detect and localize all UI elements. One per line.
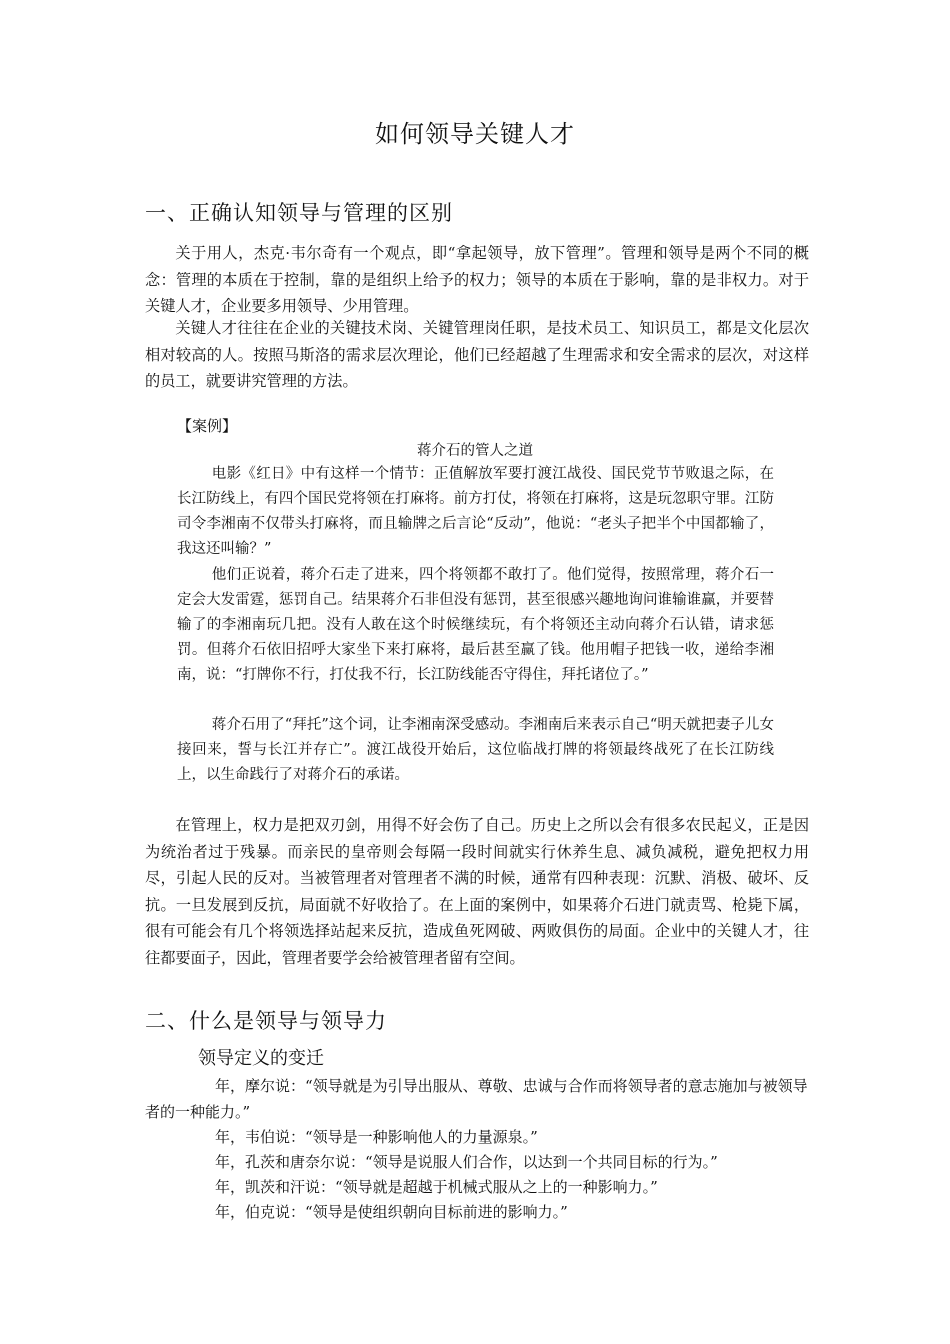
section-1-paragraph: 关键人才往往在企业的关键技术岗、关键管理岗任职，是技术员工、知识员工，都是文化层次相对较高的人。按照马斯洛的需求层次理论，他们已经超越了生理需求和安全需求的层次，对这样的员工，就要讲究管理的方法。: [145, 319, 809, 390]
definition-item: 年，孔茨和唐奈尔说：“领导是说服人们合作，以达到一个共同目标的行为。”: [215, 1153, 718, 1171]
page-title: 如何领导关键人才: [375, 120, 575, 148]
section-2-subheading: 领导定义的变迁: [198, 1048, 324, 1069]
definition-item: 年，凯茨和汗说：“领导就是超越于机械式服从之上的一种影响力。”: [215, 1178, 658, 1196]
closing-paragraph: 在管理上，权力是把双刃剑，用得不好会伤了自己。历史上之所以会有很多农民起义，正是因为统治者过于残暴。而亲民的皇帝则会每隔一段时间就实行休养生息、减负减税，避免把权力用尽，引起人民的反对。当被管理者对管理者不满的时候，通常有四种表现：沉默、消极、破坏、反抗。一旦发展到反抗，局面就不好收拾了。在上面的案例中，如果蒋介石进门就责骂、枪毙下属，很有可能会有几个将领选择站起来反抗，造成鱼死网破、两败俱伤的局面。企业中的关键人才，往往都要面子，因此，管理者要学会给被管理者留有空间。: [145, 816, 809, 967]
definition-item: 年，伯克说：“领导是使组织朝向目标前进的影响力。”: [215, 1203, 568, 1221]
case-title: 蒋介石的管人之道: [417, 443, 533, 459]
definition-item: 年，韦伯说：“领导是一种影响他人的力量源泉。”: [215, 1128, 538, 1146]
case-paragraph: 他们正说着，蒋介石走了进来，四个将领都不敢打了。他们觉得，按照常理，蒋介石一定会大发雷霆，惩罚自己。结果蒋介石非但没有惩罚，甚至很感兴趣地询问谁输谁赢，并要替输了的李湘南玩几把。没有人敢在这个时候继续玩，有个将领还主动向蒋介石认错，请求惩罚。但蒋介石依旧招呼大家坐下来打麻将，最后甚至赢了钱。他用帽子把钱一收，递给李湘南，说：“打牌你不行，打仗我不行，长江防线能否守得住，拜托诸位了。”: [177, 567, 774, 683]
case-paragraph: 蒋介石用了“拜托”这个词，让李湘南深受感动。李湘南后来表示自己“明天就把妻子儿女接回来，誓与长江并存亡”。渡江战役开始后，这位临战打牌的将领最终战死了在长江防线上，以生命践行了对蒋介石的承诺。: [177, 717, 774, 783]
definition-item: 年，摩尔说：“领导就是为引导出服从、尊敬、忠诚与合作而将领导者的意志施加与被领导者的一种能力。”: [145, 1077, 808, 1121]
case-paragraph: 电影《红日》中有这样一个情节：正值解放军要打渡江战役、国民党节节败退之际，在长江防线上，有四个国民党将领在打麻将。前方打仗，将领在打麻将，这是玩忽职守罪。江防司令李湘南不仅带头打麻将，而且输牌之后言论“反动”，他说：“老头子把半个中国都输了，我这还叫输？”: [177, 466, 774, 557]
section-2-heading: 二、什么是领导与领导力: [145, 1009, 387, 1033]
section-1-paragraph: 关于用人，杰克·韦尔奇有一个观点，即“拿起领导，放下管理”。管理和领导是两个不同的概念：管理的本质在于控制，靠的是组织上给予的权力；领导的本质在于影响，靠的是非权力。对于关键人才，企业要多用领导、少用管理。: [145, 244, 809, 315]
section-1-heading: 一、正确认知领导与管理的区别: [145, 201, 453, 225]
case-label: 【案例】: [177, 417, 238, 435]
